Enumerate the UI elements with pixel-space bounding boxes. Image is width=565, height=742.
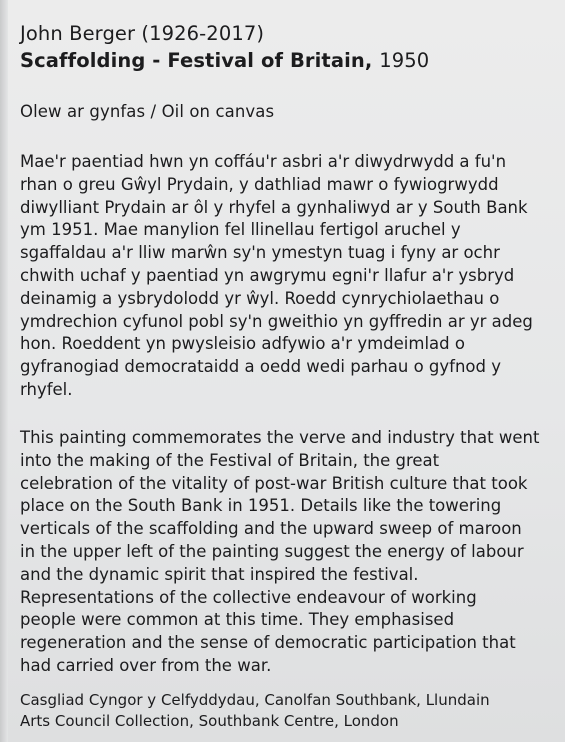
collection-credit xyxy=(20,690,490,732)
welsh-line: ymdrechion cyfunol pobl sy'n gweithio yn gyffredin ar yr adeg xyxy=(20,311,533,331)
welsh-line: ym 1951. Mae manylion fel llinellau fertigol aruchel y xyxy=(20,220,461,240)
artwork-title-text: Scaffolding - Festival of Britain xyxy=(20,49,365,72)
english-line: Representations of the collective endeavour of working xyxy=(20,587,477,607)
english-line: in the upper left of the painting suggest the energy of labour xyxy=(20,541,524,561)
english-line: celebration of the vitality of post-war British culture that took xyxy=(20,473,528,493)
credit-english: Arts Council Collection, Southbank Centre, London xyxy=(20,712,399,730)
english-line: place on the South Bank in 1951. Details like the towering xyxy=(20,496,502,516)
artwork-year: 1950 xyxy=(379,49,430,72)
welsh-line: chwith uchaf y paentiad yn awgrymu egni'r llafur a'r ysbryd xyxy=(20,265,515,285)
artist-name: John Berger (1926-2017) xyxy=(20,22,265,45)
english-line: had carried over from the war. xyxy=(20,655,272,675)
english-line: This painting commemorates the verve and industry that went xyxy=(20,428,540,447)
credit-welsh: Casgliad Cyngor y Celfyddydau, Canolfan Southbank, Llundain xyxy=(20,691,490,709)
welsh-line: hon. Roeddent yn pwysleisio adfywio a'r ymdeimlad o xyxy=(20,334,465,354)
english-line: and the dynamic spirit that inspired the festival. xyxy=(20,564,419,584)
english-line: regeneration and the sense of democratic participation that xyxy=(20,633,516,653)
artwork-medium: Olew ar gynfas / Oil on canvas xyxy=(20,102,275,121)
english-line: into the making of the Festival of Britain, the great xyxy=(20,450,440,470)
welsh-line: gyfranogiad democrataidd a oedd wedi parhau o gyfnod y xyxy=(20,357,502,377)
welsh-line: rhyfel. xyxy=(20,379,73,399)
welsh-line: deinamig a ysbrydolodd yr ŵyl. Roedd cynrychiolaethau o xyxy=(20,288,500,308)
welsh-line: sgaffaldau a'r lliw marŵn sy'n ymestyn tuag i fyny ar ochr xyxy=(20,243,500,263)
welsh-line: diwylliant Prydain ar ôl y rhyfel a gynhaliwyd ar y South Bank xyxy=(20,197,528,217)
english-description xyxy=(20,427,539,678)
english-line: verticals of the scaffolding and the upward sweep of maroon xyxy=(20,519,522,539)
welsh-line: rhan o greu Gŵyl Prydain, y dathliad mawr o fywiogrwydd xyxy=(20,174,499,194)
label-edge-shadow xyxy=(0,0,8,742)
artwork-title: Scaffolding - Festival of Britain, 1950 xyxy=(20,49,430,72)
welsh-description xyxy=(20,151,533,402)
welsh-line: Mae'r paentiad hwn yn coffáu'r asbri a'r diwydrwydd a fu'n xyxy=(20,152,507,171)
english-line: people were common at this time. They emphasised xyxy=(20,610,455,630)
